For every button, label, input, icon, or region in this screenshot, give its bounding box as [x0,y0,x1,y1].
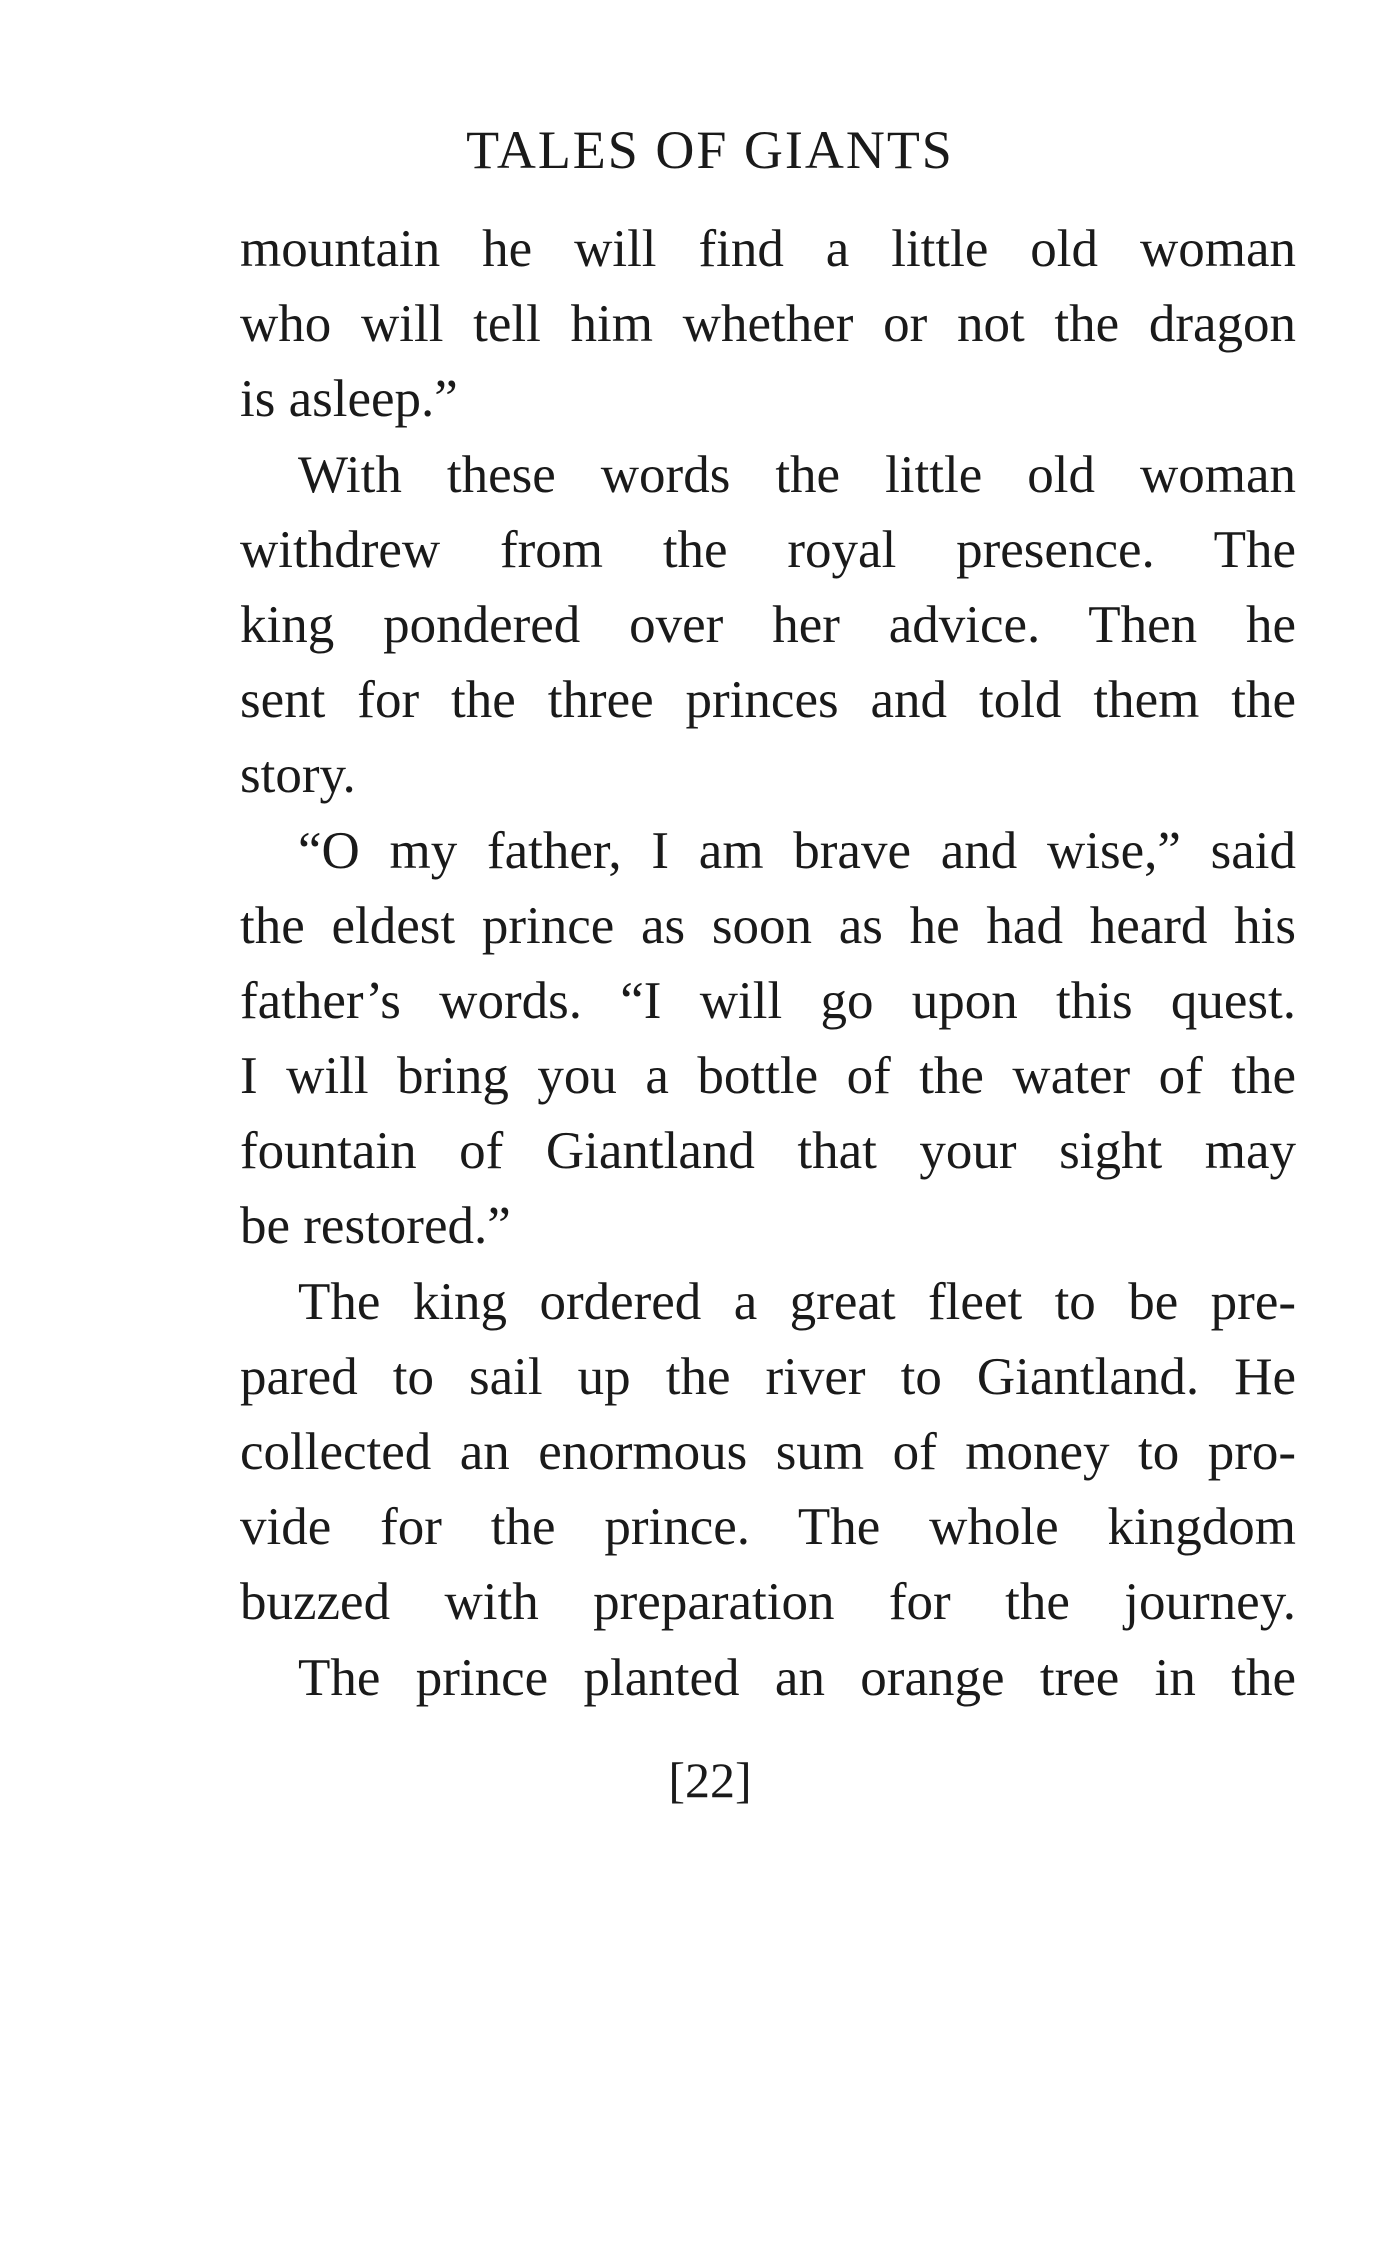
text-line: collected an enormous sum of money to pro- [240,1423,1296,1481]
text-line: fountain of Giantland that your sight may [240,1122,1296,1181]
text-line: mountain he will find a little old woman [240,220,1296,278]
paragraph-start-line: The prince planted an orange tree in the [298,1648,1296,1707]
text-line: be restored.” [240,1197,511,1256]
page-number: [22] [668,1752,752,1808]
text-line: vide for the prince. The whole kingdom [240,1498,1296,1557]
text-line: I will bring you a bottle of the water of the [240,1047,1296,1106]
text-line: father’s words. “I will go upon this quest. [240,971,1296,1030]
text-line: buzzed with preparation for the journey. [240,1573,1296,1632]
text-line: story. [240,746,356,805]
text-line: withdrew from the royal presence. The [240,520,1296,579]
paragraph-start-line: “O my father, I am brave and wise,” said [298,821,1296,880]
paragraph-start-line: The king ordered a great fleet to be pre- [298,1272,1296,1331]
text-line: the eldest prince as soon as he had heard his [240,896,1296,955]
text-line: sent for the three princes and told them the [240,671,1296,730]
text-line: who will tell him whether or not the dragon [240,295,1296,354]
text-line: is asleep.” [240,370,458,429]
paragraph-start-line: With these words the little old woman [298,445,1296,504]
text-line: pared to sail up the river to Giantland. He [240,1347,1296,1406]
text-line: king pondered over her advice. Then he [240,595,1296,654]
body-text [240,212,1296,1716]
running-head: TALES OF GIANTS [466,120,954,180]
